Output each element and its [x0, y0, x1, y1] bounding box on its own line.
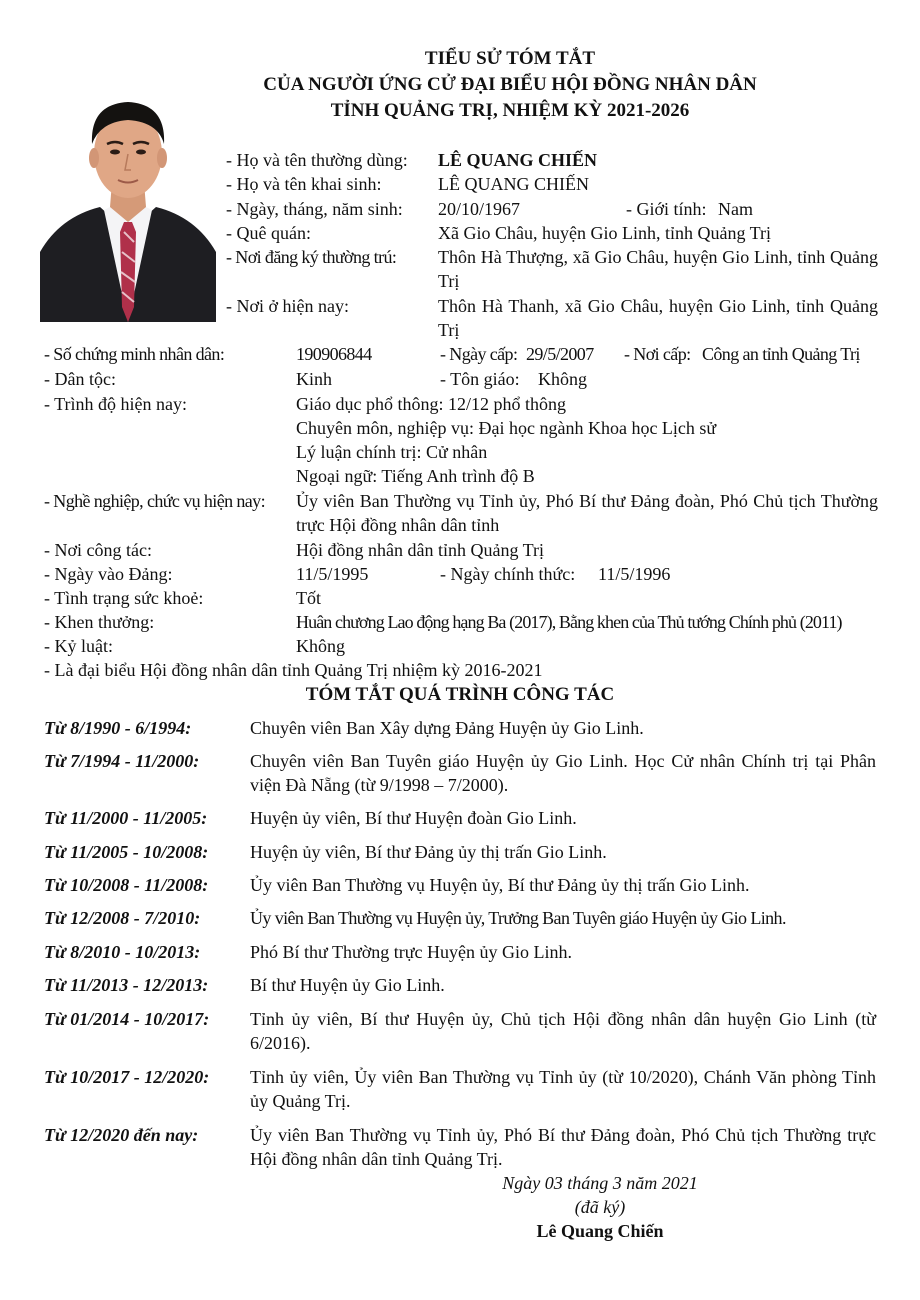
official-date-value: 11/5/1996	[598, 564, 671, 584]
id-number-label: - Số chứng minh nhân dân:	[44, 344, 225, 364]
education-label: - Trình độ hiện nay:	[44, 394, 188, 414]
career-description: Huyện ủy viên, Bí thư Đảng ủy thị trấn Gio Linh.	[250, 842, 607, 862]
career-description: Phó Bí thư Thường trực Huyện ủy Gio Linh.	[250, 942, 572, 962]
occupation-label: - Nghề nghiệp, chức vụ hiện nay:	[44, 491, 265, 511]
health-label: - Tình trạng sức khoẻ:	[44, 588, 204, 608]
awards-label: - Khen thưởng:	[44, 612, 155, 632]
hometown-value: Xã Gio Châu, huyện Gio Linh, tỉnh Quảng Trị	[438, 223, 771, 243]
signature-signed-note: (đã ký)	[574, 1197, 626, 1217]
career-entry	[44, 840, 876, 864]
career-entry	[44, 806, 876, 830]
awards-value: Huân chương Lao động hạng Ba (2017), Bằng khen của Thủ tướng Chính phủ (2011)	[296, 612, 842, 632]
party-date-value: 11/5/1995	[296, 564, 369, 584]
common-name-value: LÊ QUANG CHIẾN	[438, 150, 598, 170]
career-description: Ủy viên Ban Thường vụ Huyện ủy, Trưởng Ban Tuyên giáo Huyện ủy Gio Linh.	[250, 908, 786, 928]
career-period: Từ 10/2017 - 12/2020:	[44, 1067, 210, 1087]
education-political: Lý luận chính trị: Cử nhân	[296, 442, 488, 462]
career-period: Từ 8/1990 - 6/1994:	[44, 718, 192, 738]
career-description: Tỉnh ủy viên, Bí thư Huyện ủy, Chủ tịch Hội đồng nhân dân huyện Gio Linh (từ 6/2016).	[250, 1009, 876, 1053]
id-date-value: 29/5/2007	[526, 344, 594, 364]
discipline-value: Không	[296, 636, 345, 656]
id-place-label: - Nơi cấp:	[624, 344, 691, 364]
career-description: Chuyên viên Ban Xây dựng Đảng Huyện ủy Gio Linh.	[250, 718, 644, 738]
discipline-label: - Kỷ luật:	[44, 636, 113, 656]
ethnic-value: Kinh	[296, 369, 332, 389]
career-description: Bí thư Huyện ủy Gio Linh.	[250, 975, 445, 995]
career-entry	[44, 1065, 876, 1113]
career-entry	[44, 1007, 876, 1055]
current-residence-label: - Nơi ở hiện nay:	[226, 296, 350, 316]
title-line-2: CỦA NGƯỜI ỨNG CỬ ĐẠI BIỂU HỘI ĐỒNG NHÂN DÂN	[263, 74, 757, 95]
career-period: Từ 11/2005 - 10/2008:	[44, 842, 209, 862]
career-description: Ủy viên Ban Thường vụ Huyện ủy, Bí thư Đảng ủy thị trấn Gio Linh.	[250, 875, 750, 895]
party-date-label: - Ngày vào Đảng:	[44, 564, 173, 584]
career-description: Tỉnh ủy viên, Ủy viên Ban Thường vụ Tỉnh ủy (từ 10/2020), Chánh Văn phòng Tỉnh ủy Quảng Trị.	[250, 1067, 876, 1111]
birth-name-value: LÊ QUANG CHIẾN	[438, 174, 589, 194]
career-entry	[44, 940, 876, 964]
workplace-label: - Nơi công tác:	[44, 540, 152, 560]
career-description: Chuyên viên Ban Tuyên giáo Huyện ủy Gio Linh. Học Cử nhân Chính trị tại Phân viện Đà Nẵng (từ 9/1998 – 7/2000).	[250, 751, 876, 795]
education-language: Ngoại ngữ: Tiếng Anh trình độ B	[296, 466, 535, 486]
gender-label: - Giới tính:	[626, 199, 707, 219]
career-entry	[44, 906, 876, 930]
career-description: Huyện ủy viên, Bí thư Huyện đoàn Gio Linh.	[250, 808, 577, 828]
birth-name-label: - Họ và tên khai sinh:	[226, 174, 382, 194]
dob-label: - Ngày, tháng, năm sinh:	[226, 199, 403, 219]
title-line-3: TỈNH QUẢNG TRỊ, NHIỆM KỲ 2021-2026	[330, 100, 690, 121]
career-description: Ủy viên Ban Thường vụ Tỉnh ủy, Phó Bí thư Đảng đoàn, Phó Chủ tịch Thường trực Hội đồng nhân dân tỉnh Quảng Trị.	[250, 1125, 876, 1169]
religion-label: - Tôn giáo:	[440, 369, 520, 389]
career-period: Từ 01/2014 - 10/2017:	[44, 1009, 210, 1029]
hometown-label: - Quê quán:	[226, 223, 311, 243]
row-occupation	[44, 489, 884, 537]
title-line-1: TIỂU SỬ TÓM TẮT	[424, 48, 596, 69]
religion-value: Không	[538, 369, 587, 389]
row-education	[44, 392, 884, 488]
career-period: Từ 11/2013 - 12/2013:	[44, 975, 209, 995]
official-date-label: - Ngày chính thức:	[440, 564, 576, 584]
dob-value: 20/10/1967	[438, 199, 521, 219]
gender-value: Nam	[718, 199, 753, 219]
row-current-residence	[226, 294, 886, 342]
current-residence-value: Thôn Hà Thanh, xã Gio Châu, huyện Gio Linh, tỉnh Quảng Trị	[438, 296, 878, 340]
career-entry	[44, 716, 876, 740]
career-entry	[44, 749, 876, 797]
career-period: Từ 11/2000 - 11/2005:	[44, 808, 208, 828]
occupation-value: Ủy viên Ban Thường vụ Tỉnh ủy, Phó Bí thư Đảng đoàn, Phó Chủ tịch Thường trực Hội đồng nhân dân tỉnh	[296, 491, 878, 535]
ethnic-label: - Dân tộc:	[44, 369, 116, 389]
delegate-note: - Là đại biểu Hội đồng nhân dân tỉnh Quảng Trị nhiệm kỳ 2016-2021	[44, 660, 543, 680]
common-name-label: - Họ và tên thường dùng:	[226, 150, 408, 170]
career-period: Từ 10/2008 - 11/2008:	[44, 875, 209, 895]
signature-name: Lê Quang Chiến	[536, 1221, 664, 1241]
row-registered-residence	[226, 245, 886, 293]
career-period: Từ 12/2008 - 7/2010:	[44, 908, 201, 928]
document-title	[210, 46, 810, 124]
workplace-value: Hội đồng nhân dân tỉnh Quảng Trị	[296, 540, 545, 560]
career-entry	[44, 973, 876, 997]
id-date-label: - Ngày cấp:	[440, 344, 518, 364]
registered-residence-value: Thôn Hà Thượng, xã Gio Châu, huyện Gio Linh, tỉnh Quảng Trị	[438, 247, 878, 291]
id-place-value: Công an tỉnh Quảng Trị	[702, 344, 860, 364]
career-entry	[44, 873, 876, 897]
career-period: Từ 8/2010 - 10/2013:	[44, 942, 201, 962]
education-general: Giáo dục phổ thông: 12/12 phổ thông	[296, 394, 566, 414]
career-period: Từ 12/2020 đến nay:	[44, 1125, 199, 1145]
health-value: Tốt	[296, 588, 321, 608]
career-entry	[44, 1123, 876, 1171]
signature-date: Ngày 03 tháng 3 năm 2021	[502, 1173, 698, 1193]
career-section-title: TÓM TẮT QUÁ TRÌNH CÔNG TÁC	[305, 684, 615, 705]
portrait-image	[40, 82, 216, 322]
registered-residence-label: - Nơi đăng ký thường trú:	[226, 247, 397, 267]
candidate-photo	[40, 82, 216, 322]
career-period: Từ 7/1994 - 11/2000:	[44, 751, 200, 771]
education-professional: Chuyên môn, nghiệp vụ: Đại học ngành Khoa học Lịch sử	[296, 418, 717, 438]
id-number-value: 190906844	[296, 344, 372, 364]
